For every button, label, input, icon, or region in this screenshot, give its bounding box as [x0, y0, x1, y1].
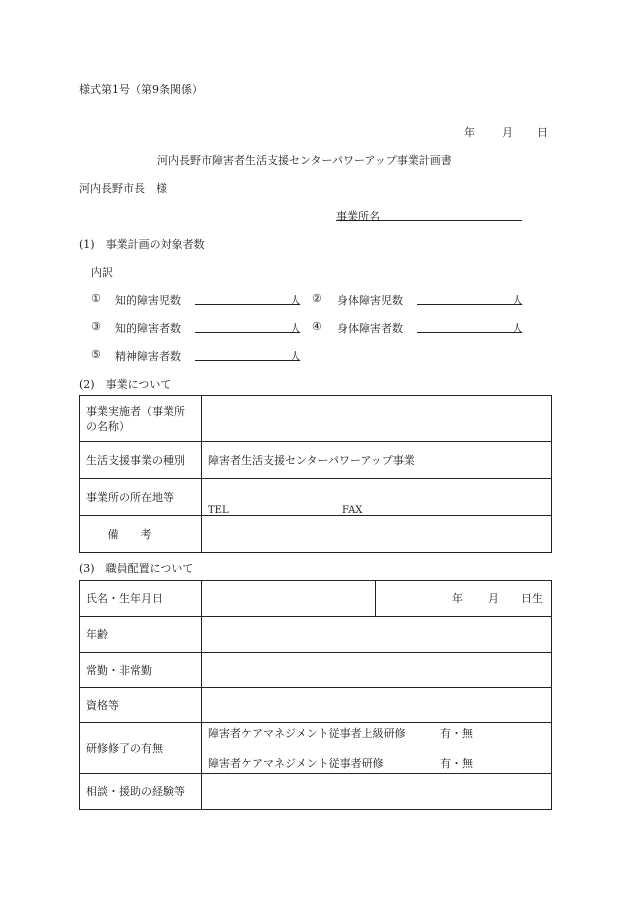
row-label-address: 事業所の所在地等 — [80, 479, 202, 516]
table-row — [80, 581, 552, 617]
training-choice-advanced[interactable]: 有・無 — [440, 727, 473, 740]
operator-field[interactable] — [202, 396, 552, 442]
section2-heading: (2) 事業について — [79, 378, 172, 391]
business-table — [79, 395, 552, 553]
item-number: ③ — [91, 320, 101, 333]
date-year: 年 — [464, 126, 475, 139]
table-row — [80, 617, 552, 653]
item-label: 知的障害児数 — [115, 294, 181, 307]
row-label-experience: 相談・援助の経験等 — [80, 774, 202, 810]
section3-heading: (3) 職員配置について — [79, 562, 194, 575]
table-row — [80, 479, 552, 516]
training-name: 障害者ケアマネジメント従事者上級研修 — [208, 727, 406, 740]
table-row — [80, 396, 552, 442]
row-label-name-birth: 氏名・生年月日 — [80, 581, 202, 617]
row-label-training: 研修修了の有無 — [80, 723, 202, 774]
office-name-field[interactable] — [336, 220, 522, 221]
staff-table — [79, 580, 552, 810]
table-row — [80, 723, 552, 774]
item-unit: 人 — [290, 322, 301, 335]
item-label: 身体障害児数 — [337, 294, 403, 307]
section1-heading: (1) 事業計画の対象者数 — [79, 238, 205, 251]
item-number: ② — [312, 292, 322, 305]
employment-field[interactable] — [202, 653, 552, 688]
item-unit: 人 — [290, 350, 301, 363]
table-row — [80, 774, 552, 810]
row-label-age: 年齢 — [80, 617, 202, 653]
address-field[interactable] — [202, 479, 552, 516]
table-row — [80, 688, 552, 723]
training-name: 障害者ケアマネジメント従事者研修 — [208, 757, 384, 770]
birth-day: 日生 — [521, 592, 543, 605]
row-label-qualifications: 資格等 — [80, 688, 202, 723]
birth-year: 年 — [452, 592, 463, 605]
birthdate-field[interactable] — [376, 581, 552, 617]
form-number: 様式第1号（第9条関係） — [79, 83, 203, 96]
training-choice-basic[interactable]: 有・無 — [440, 757, 473, 770]
qualifications-field[interactable] — [202, 688, 552, 723]
birth-month: 月 — [488, 592, 499, 605]
count-field-intellectual-children[interactable] — [195, 304, 299, 305]
document-title: 河内長野市障害者生活支援センターパワーアップ事業計画書 — [157, 154, 452, 167]
service-type-value: 障害者生活支援センターパワーアップ事業 — [202, 442, 552, 479]
count-field-intellectual-adults[interactable] — [195, 332, 299, 333]
experience-field[interactable] — [202, 774, 552, 810]
item-number: ④ — [312, 320, 322, 333]
breakdown-label: 内訳 — [91, 266, 113, 279]
item-number: ⑤ — [91, 348, 101, 361]
fax-label: FAX — [342, 505, 363, 516]
office-name-label: 事業所名 — [336, 210, 380, 223]
table-row — [80, 653, 552, 688]
count-field-physical-adults[interactable] — [417, 332, 522, 333]
item-label: 精神障害者数 — [115, 350, 181, 363]
addressee: 河内長野市長 様 — [79, 182, 167, 195]
row-label-service-type: 生活支援事業の種別 — [80, 442, 202, 479]
item-unit: 人 — [290, 294, 301, 307]
row-label-remarks: 備考 — [80, 516, 202, 553]
date-month: 月 — [502, 126, 513, 139]
item-number: ① — [91, 292, 101, 305]
item-unit: 人 — [512, 322, 523, 335]
training-cell — [202, 723, 552, 774]
age-field[interactable] — [202, 617, 552, 653]
date-day: 日 — [537, 126, 548, 139]
table-row — [80, 516, 552, 553]
item-unit: 人 — [512, 294, 523, 307]
row-label-operator: 事業実施者（事業所の名称） — [80, 396, 202, 442]
count-field-mental[interactable] — [195, 360, 299, 361]
table-row — [80, 442, 552, 479]
item-label: 知的障害者数 — [115, 322, 181, 335]
remarks-field[interactable] — [202, 516, 552, 553]
item-label: 身体障害者数 — [337, 322, 403, 335]
tel-label: TEL — [208, 505, 229, 516]
row-label-employment: 常勤・非常勤 — [80, 653, 202, 688]
name-field[interactable] — [202, 581, 376, 617]
count-field-physical-children[interactable] — [417, 304, 522, 305]
